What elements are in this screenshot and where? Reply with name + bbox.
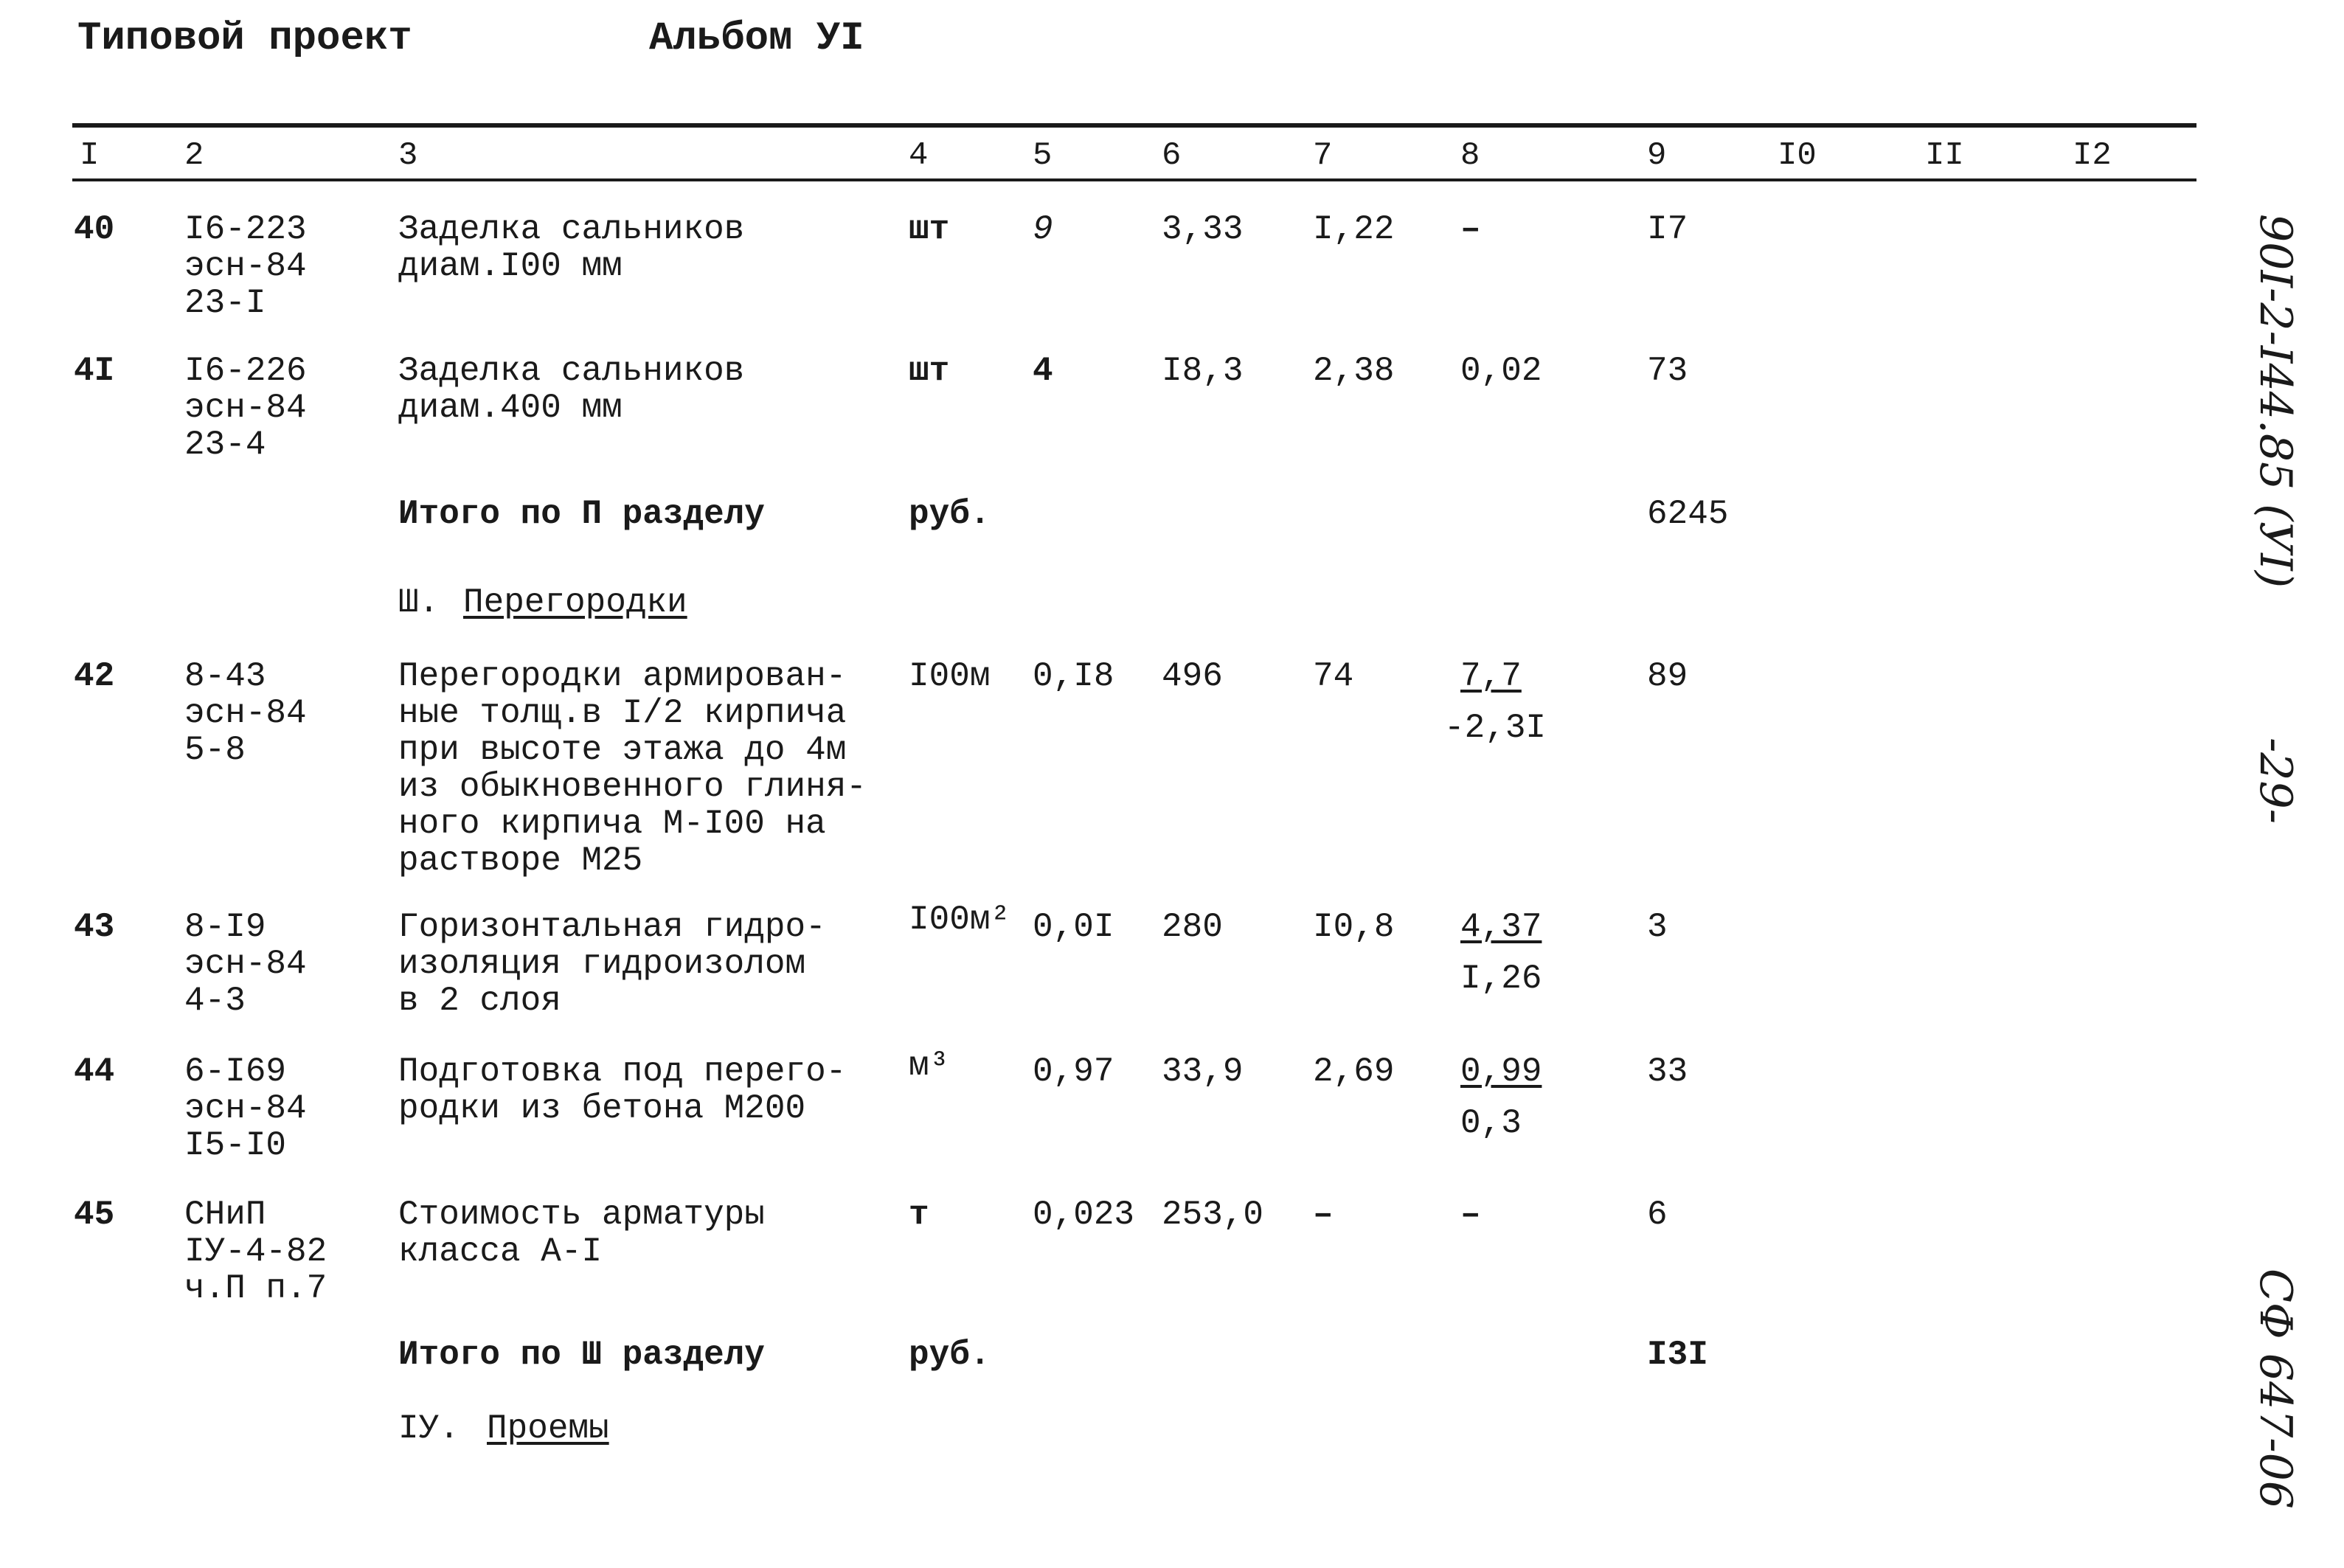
row-description: Заделка сальников: [398, 210, 745, 249]
row-code: эсн-84: [184, 1089, 307, 1128]
row-number: 44: [74, 1052, 115, 1091]
row-price: 280: [1162, 908, 1223, 946]
col-header-8: 8: [1460, 137, 1480, 174]
row-code: I6-223: [184, 210, 307, 249]
row-code: 4-3: [184, 982, 246, 1020]
row-col8: 7,7: [1460, 657, 1522, 695]
row-col8: –: [1460, 1196, 1481, 1234]
row-col8-sub: 0,3: [1460, 1104, 1522, 1142]
row-description: при высоте этажа до 4м: [398, 731, 847, 769]
total-unit: руб.: [909, 1336, 991, 1374]
margin-note-archive-code: СФ 647-06: [2250, 1269, 2301, 1509]
row-unit: м³: [909, 1047, 950, 1085]
row-description: из обыкновенного глиня-: [398, 768, 867, 806]
row-code: ч.П п.7: [184, 1269, 327, 1308]
row-unit: шт: [909, 210, 950, 249]
row-unit: т: [909, 1196, 929, 1234]
row-code: СНиП: [184, 1196, 266, 1234]
row-description: Горизонтальная гидро-: [398, 908, 826, 946]
row-code: эсн-84: [184, 247, 307, 285]
row-col7: –: [1313, 1196, 1334, 1234]
total-unit: руб.: [909, 495, 991, 533]
row-total: 89: [1647, 657, 1688, 695]
table-header-rule: [72, 178, 2196, 181]
section-numeral: IУ.: [398, 1409, 460, 1448]
row-col7: 2,69: [1313, 1052, 1395, 1091]
row-unit: I00м²: [909, 901, 1011, 939]
row-unit: шт: [909, 352, 950, 390]
row-code: эсн-84: [184, 945, 307, 983]
row-total: 33: [1647, 1052, 1688, 1091]
row-code: I5-I0: [184, 1126, 287, 1165]
total-label: Итого по П разделу: [398, 495, 765, 533]
row-price: 3,33: [1162, 210, 1244, 249]
section-numeral: Ш.: [398, 583, 440, 622]
total-value: 6245: [1647, 495, 1729, 533]
row-col7: I,22: [1313, 210, 1395, 249]
row-price: 496: [1162, 657, 1223, 695]
row-description: растворе М25: [398, 842, 643, 880]
row-code: 8-I9: [184, 908, 266, 946]
row-col8: 4,37: [1460, 908, 1542, 946]
row-description: диам.400 мм: [398, 389, 623, 427]
row-description: Подготовка под перего-: [398, 1052, 847, 1091]
row-description: ного кирпича М-I00 на: [398, 805, 826, 843]
row-code: 6-I69: [184, 1052, 287, 1091]
row-total: 6: [1647, 1196, 1668, 1234]
row-number: 4I: [74, 352, 115, 390]
row-col7: I0,8: [1313, 908, 1395, 946]
row-col7: 2,38: [1313, 352, 1395, 390]
row-code: 8-43: [184, 657, 266, 695]
col-header-2: 2: [184, 137, 204, 174]
header-left: Типовой проект: [77, 16, 412, 61]
col-header-9: 9: [1647, 137, 1667, 174]
row-total: I7: [1647, 210, 1688, 249]
row-quantity: 4: [1033, 352, 1053, 390]
row-description: родки из бетона М200: [398, 1089, 806, 1128]
row-description: класса А-I: [398, 1232, 603, 1271]
row-description: Заделка сальников: [398, 352, 745, 390]
row-code: 23-I: [184, 284, 266, 322]
row-code: эсн-84: [184, 694, 307, 732]
row-description: ные толщ.в I/2 кирпича: [398, 694, 847, 732]
row-code: 5-8: [184, 731, 246, 769]
col-header-12: I2: [2073, 137, 2112, 174]
row-col7: 74: [1313, 657, 1354, 695]
row-col8: 0,02: [1460, 352, 1542, 390]
col-header-4: 4: [909, 137, 929, 174]
row-number: 45: [74, 1196, 115, 1234]
row-number: 43: [74, 908, 115, 946]
row-number: 40: [74, 210, 115, 249]
section-title: Проемы: [487, 1409, 609, 1448]
row-description: Стоимость арматуры: [398, 1196, 765, 1234]
section-title: Перегородки: [463, 583, 687, 622]
col-header-11: II: [1925, 137, 1964, 174]
margin-note-page-number: -29-: [2250, 738, 2301, 824]
col-header-6: 6: [1162, 137, 1182, 174]
row-col8-sub: -2,3I: [1444, 709, 1547, 747]
row-description: в 2 слоя: [398, 982, 561, 1020]
col-header-7: 7: [1313, 137, 1333, 174]
row-total: 3: [1647, 908, 1668, 946]
row-quantity: 0,I8: [1033, 657, 1114, 695]
row-total: 73: [1647, 352, 1688, 390]
table-top-rule: [72, 123, 2196, 128]
row-code: эсн-84: [184, 389, 307, 427]
row-col8-sub: I,26: [1460, 960, 1542, 998]
margin-note-project-code: 90I-2-I44.85 (УI): [2250, 214, 2301, 589]
row-code: IУ-4-82: [184, 1232, 327, 1271]
col-header-5: 5: [1033, 137, 1053, 174]
row-code: 23-4: [184, 426, 266, 464]
row-col8: 0,99: [1460, 1052, 1542, 1091]
row-code: I6-226: [184, 352, 307, 390]
row-price: 33,9: [1162, 1052, 1244, 1091]
row-price: 253,0: [1162, 1196, 1264, 1234]
row-quantity: 0,023: [1033, 1196, 1135, 1234]
row-description: изоляция гидроизолом: [398, 945, 806, 983]
col-header-3: 3: [398, 137, 418, 174]
row-unit: I00м: [909, 657, 991, 695]
row-description: Перегородки армирован-: [398, 657, 847, 695]
row-quantity: 0,0I: [1033, 908, 1114, 946]
header-right: Альбом УI: [649, 16, 864, 61]
row-quantity: 0,97: [1033, 1052, 1114, 1091]
row-price: I8,3: [1162, 352, 1244, 390]
row-col8: –: [1460, 210, 1481, 249]
row-quantity: 9: [1033, 210, 1053, 249]
row-number: 42: [74, 657, 115, 695]
row-description: диам.I00 мм: [398, 247, 623, 285]
total-label: Итого по Ш разделу: [398, 1336, 765, 1374]
total-value: I3I: [1647, 1336, 1708, 1374]
col-header-10: I0: [1778, 137, 1817, 174]
col-header-1: I: [80, 137, 100, 174]
